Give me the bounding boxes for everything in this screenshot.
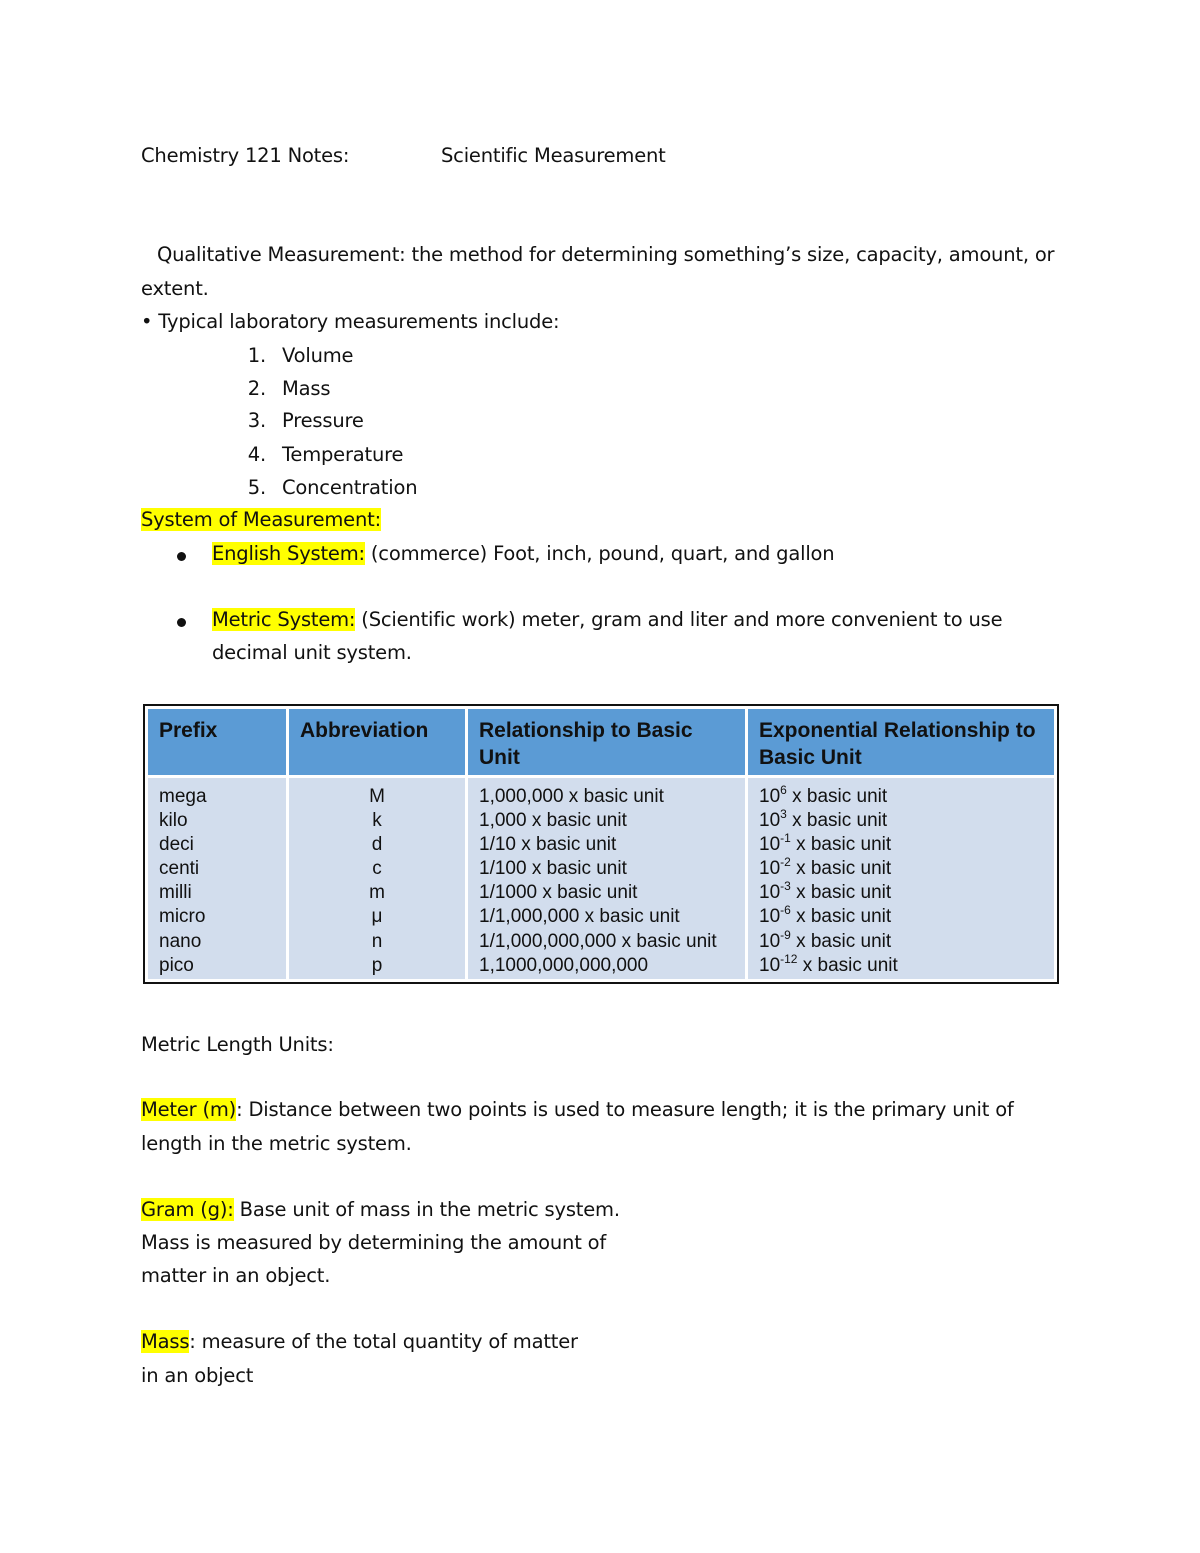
exponent-base: 10 [759,858,781,880]
exponent-suffix: x basic unit [790,930,892,952]
exponent-base: 10 [759,906,781,928]
exponent-power: -9 [780,927,791,942]
table-cell-abbreviation: c [372,858,382,880]
exponent-base: 10 [759,930,781,952]
table-cell-abbreviation: p [371,954,383,976]
gram-definition-cont2: matter in an object. [141,1264,331,1287]
exponent-suffix: x basic unit [790,882,892,904]
exponent-suffix: x basic unit [786,786,888,807]
header-exponential: Exponential Relationship to Basic Unit [748,709,1054,775]
exponent-base: 10 [759,834,781,856]
table-cell-exponential [759,905,1044,929]
english-system-label: English System: [212,542,365,565]
prefix-table [143,704,1059,984]
exponent-suffix: x basic unit [790,834,892,856]
exponent-suffix: x basic unit [797,954,898,976]
table-cell-prefix: pico [159,954,194,976]
list-item: Volume [282,344,354,367]
table-cell-relationship: 1/1,000,000,000 x basic unit [479,930,717,952]
table-cell-prefix: nano [159,930,202,952]
list-item: Mass [282,377,331,400]
english-system-item [212,542,834,565]
metric-system-item [212,608,1002,631]
table-cell-relationship: 1/100 x basic unit [479,858,627,880]
exponent-base: 10 [759,954,781,976]
table-cell-relationship: 1/10 x basic unit [479,834,617,856]
list-item: Pressure [282,409,364,432]
table-body [148,778,1054,979]
bullet-icon [174,615,188,629]
table-cell-abbreviation: m [369,882,385,904]
column-relationship [468,778,745,979]
gram-label: Gram (g): [141,1198,234,1221]
meter-label: Meter (m) [141,1098,237,1121]
table-cell-relationship: 1,1000,000,000,000 [479,954,649,976]
column-abbreviation [289,778,465,979]
header-abbreviation: Abbreviation [289,709,465,775]
list-item-number: 5. [247,476,266,499]
typical-measurements-intro: • Typical laboratory measurements include: [141,310,560,333]
mass-definition [141,1331,578,1353]
list-item-number: 3. [247,409,266,432]
table-cell-prefix: mega [159,786,207,807]
header-prefix: Prefix [148,709,286,775]
metric-system-desc: (Scientific work) meter, gram and liter and more convenient to use [355,608,1003,631]
gram-definition [141,1199,620,1221]
table-cell-relationship: 1,000,000 x basic unit [479,786,664,807]
exponent-base: 10 [759,786,781,807]
table-cell-exponential [759,857,1044,881]
course-title: Chemistry 121 Notes: [141,144,350,167]
topic-title: Scientific Measurement [441,144,666,167]
qualitative-definition: Qualitative Measurement: the method for determining something’s size, capacity, amount, or [157,243,1055,266]
exponent-power: 6 [780,783,787,797]
english-system-desc: (commerce) Foot, inch, pound, quart, and gallon [364,542,835,565]
exponent-base: 10 [759,882,781,904]
table-header [148,709,1054,775]
gram-definition-cont: Mass is measured by determining the amount of [141,1231,607,1254]
table-cell-abbreviation: k [372,810,382,832]
qualitative-definition-cont: extent. [141,277,209,300]
table-cell-prefix: micro [159,906,206,928]
table-cell-relationship: 1,000 x basic unit [479,810,627,832]
table-cell-prefix: deci [159,834,194,856]
list-item-number: 2. [247,377,266,400]
list-item: Concentration [282,476,418,499]
table-cell-exponential [759,809,1044,833]
table-cell-abbreviation: M [369,786,385,807]
mass-definition-cont: in an object [141,1364,254,1387]
list-item-number: 4. [247,443,266,466]
meter-desc: : Distance between two points is used to measure length; it is the primary unit of [236,1098,1014,1121]
exponent-base: 10 [759,810,781,832]
column-exponential [748,778,1054,979]
bullet-icon [174,549,188,563]
table-cell-abbreviation: n [371,930,383,952]
header-relationship: Relationship to Basic Unit [468,709,745,775]
mass-desc: : measure of the total quantity of matter [189,1330,578,1353]
table-cell-prefix: centi [159,858,200,880]
meter-definition-cont: length in the metric system. [141,1132,412,1155]
exponent-power: -1 [780,831,791,846]
system-heading-text: System of Measurement: [141,508,381,531]
metric-system-desc-cont: decimal unit system. [212,641,412,664]
table-cell-exponential [759,833,1044,857]
system-heading [141,509,381,531]
table-cell-prefix: milli [159,882,192,904]
table-cell-relationship: 1/1,000,000 x basic unit [479,906,680,928]
column-prefix [148,778,286,979]
table-cell-exponential [759,927,1044,954]
exponent-power: -12 [780,951,798,966]
exponent-power: -3 [780,879,791,894]
exponent-power: 3 [780,807,787,822]
list-item: Temperature [282,443,404,466]
exponent-power: -2 [780,855,791,870]
table-cell-exponential [759,881,1044,905]
exponent-power: -6 [780,903,791,918]
exponent-suffix: x basic unit [790,906,892,928]
table-cell-exponential [759,951,1044,978]
exponent-suffix: x basic unit [786,810,888,832]
table-cell-exponential [759,785,1044,809]
table-cell-abbreviation: d [371,834,383,856]
gram-desc: Base unit of mass in the metric system. [233,1198,620,1221]
table-cell-prefix: kilo [159,810,188,832]
metric-system-label: Metric System: [212,608,356,631]
metric-units-heading: Metric Length Units: [141,1033,334,1056]
exponent-suffix: x basic unit [790,858,892,880]
table-cell-abbreviation: μ [371,906,383,928]
mass-label: Mass [141,1330,190,1353]
table-cell-relationship: 1/1000 x basic unit [479,882,638,904]
list-item-number: 1. [247,344,266,367]
meter-definition [141,1099,1014,1121]
